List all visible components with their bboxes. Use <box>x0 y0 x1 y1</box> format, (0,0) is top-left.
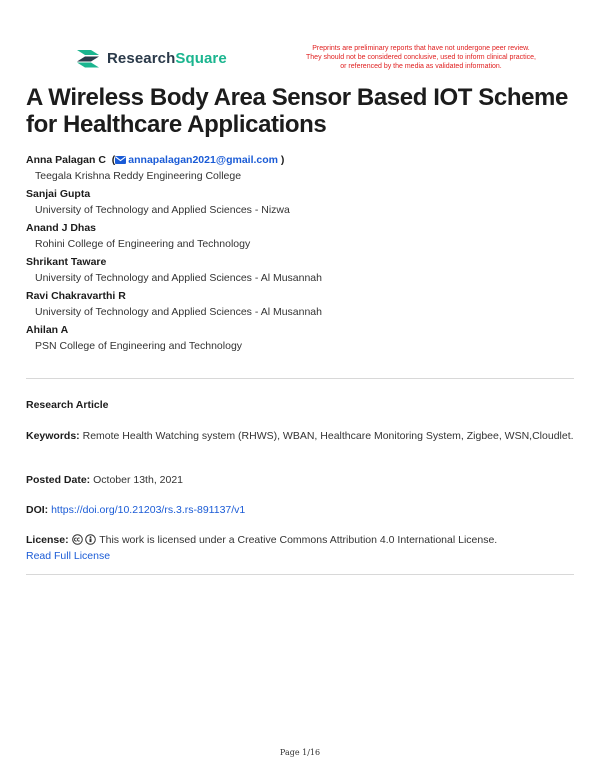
author-entry <box>26 187 586 217</box>
divider <box>26 378 574 379</box>
author-name: Shrikant Taware <box>26 256 107 268</box>
posted-date-label: Posted Date: <box>26 474 91 486</box>
page-number: Page 1/16 <box>279 748 321 757</box>
keywords-value: Remote Health Watching system (RHWS), WBAN, Healthcare Monitoring System, Zigbee, WSN,Cloudlet. <box>82 430 574 442</box>
logo-research: Research <box>107 49 176 67</box>
author-entry <box>26 323 586 353</box>
article-type <box>26 397 574 413</box>
logo-square: Square <box>175 49 227 67</box>
paper-title: A Wireless Body Area Sensor Based IOT Scheme for Healthcare Applications <box>26 84 568 138</box>
disclaimer-line: or referenced by the media as validated information. <box>340 63 502 70</box>
research-square-logo[interactable] <box>75 48 227 68</box>
logo-text <box>107 50 227 67</box>
creative-commons-icon <box>72 534 83 545</box>
author-name: Anna Palagan C <box>26 154 106 166</box>
keywords-label: Keywords: <box>26 430 80 442</box>
author-entry <box>26 221 586 251</box>
disclaimer-line: They should not be considered conclusive, used to inform clinical practice, <box>306 54 536 61</box>
license <box>26 532 574 564</box>
author-affiliation: University of Technology and Applied Sciences - Al Musannah <box>35 306 322 318</box>
author-affiliation: University of Technology and Applied Sciences - Al Musannah <box>35 272 322 284</box>
divider <box>26 574 574 575</box>
research-square-logo-icon <box>75 48 101 68</box>
article-type-label: Research Article <box>26 399 109 411</box>
author-affiliation: Rohini College of Engineering and Technology <box>35 238 251 250</box>
author-name: Ahilan A <box>26 324 69 336</box>
doi-link[interactable]: https://doi.org/10.21203/rs.3.rs-891137/v1 <box>51 504 246 516</box>
author-affiliation: University of Technology and Applied Sciences - Nizwa <box>35 204 290 216</box>
license-text: This work is licensed under a Creative Commons Attribution 4.0 International License. <box>99 534 498 546</box>
license-label: License: <box>26 534 69 546</box>
header <box>75 44 560 74</box>
author-affiliation: PSN College of Engineering and Technology <box>35 340 243 352</box>
author-name: Ravi Chakravarthi R <box>26 290 126 302</box>
disclaimer-line: Preprints are preliminary reports that have not undergone peer review. <box>312 45 530 52</box>
author-affiliation: Teegala Krishna Reddy Engineering College <box>35 170 242 182</box>
envelope-icon <box>115 156 126 164</box>
doi-label: DOI: <box>26 504 49 516</box>
attribution-icon <box>85 534 96 545</box>
author-entry: Anna Palagan C ( annapalagan2021@gmail.com ) Teegala Krishna Reddy Engineering College <box>26 153 586 183</box>
author-entry <box>26 289 586 319</box>
read-full-license-link[interactable]: Read Full License <box>26 550 111 562</box>
author-entry <box>26 255 586 285</box>
preprint-disclaimer <box>271 44 571 71</box>
author-name: Sanjai Gupta <box>26 188 91 200</box>
posted-date <box>26 472 574 488</box>
author-name: Anand J Dhas <box>26 222 97 234</box>
author-list <box>26 153 586 357</box>
keywords <box>26 428 574 444</box>
posted-date-value: October 13th, 2021 <box>93 474 184 486</box>
author-email-link[interactable]: annapalagan2021@gmail.com <box>128 154 278 166</box>
doi <box>26 502 574 518</box>
